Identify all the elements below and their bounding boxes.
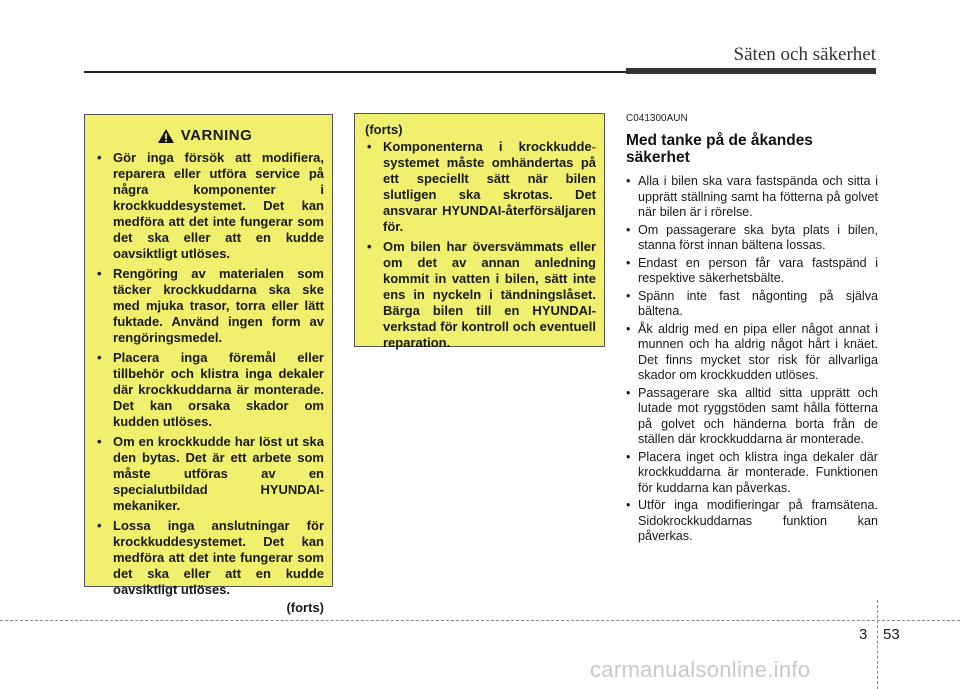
- safety-section: [626, 113, 878, 547]
- chapter-number: 3: [859, 626, 868, 643]
- warning-item: • Placera inga föremål eller tillbehör och klistra inga dekaler där krockkuddarna är monterade. Det kan orsaka skador om kudden utlöses.: [85, 350, 324, 430]
- list-item: • Spänn inte fast någonting på själva bältena.: [626, 289, 878, 320]
- warning-box-continued: [354, 113, 605, 350]
- continued-label: (forts): [286, 600, 324, 615]
- list-item: • Passagerare ska alltid sitta upprätt och lutade mot ryggstöden samt hålla fötterna på golvet och händerna borta från de ställen där krockkuddarna är monterade.: [626, 386, 878, 448]
- warning-triangle-icon: [157, 128, 175, 144]
- continued-label: (forts): [365, 122, 403, 137]
- section-title: Med tanke på de åkandes säkerhet: [626, 132, 813, 166]
- warning-heading: [85, 127, 324, 144]
- warning-item: • Om en krockkudde har löst ut ska den bytas. Det är ett arbete som måste utföras av en specialutbildad HYUNDAI-mekaniker.: [85, 434, 324, 514]
- warning-item-text: systemet måste omhändertas på ett speciellt sätt när bilen slutligen ska skrotas. Det ansvarar HYUNDAI-återförsäljaren för.: [383, 155, 596, 234]
- warning-box-airbag: [84, 114, 333, 615]
- safety-list: [626, 174, 878, 545]
- list-item: • Endast en person får vara fastspänd i respektive säkerhetsbälte.: [626, 256, 878, 287]
- page-number: 53: [883, 626, 900, 643]
- warning-list: [85, 150, 324, 598]
- hyphen-mark: -: [591, 139, 596, 154]
- warning-list: [355, 139, 596, 351]
- warning-heading-label: VARNING: [180, 127, 253, 144]
- warning-item: [355, 139, 596, 235]
- warning-item: • Om bilen har översvämmats eller om det av annan anledning kommit in vatten i bilen, sätt inte ens in nyckeln i tändningslåset. Bärga bilen till en HYUNDAI-verkstad för kontroll och eventuell reparation.: [355, 239, 596, 351]
- list-item: • Placera inget och klistra inga dekaler där krockkuddarna är monterade. Funktionen för kuddarna kan påverkas.: [626, 450, 878, 497]
- warning-item: • Rengöring av materialen som täcker krockkuddarna ska ske med mjuka trasor, torra eller lätt fuktade. Använd ingen form av rengöringsmedel.: [85, 266, 324, 346]
- list-item: • Om passagerare ska byta plats i bilen, stanna först innan bältena lossas.: [626, 223, 878, 254]
- header-rule-accent: [626, 68, 876, 74]
- watermark: carmanualsonline.info: [590, 657, 811, 682]
- list-item: • Utför inga modifieringar på framsätena. Sidokrockkuddarnas funktion kan påverkas.: [626, 498, 878, 545]
- warning-item: • Lossa inga anslutningar för krockkuddesystemet. Det kan medföra att det inte fungerar som det ska eller att en kudde oavsiktligt utlöses.: [85, 518, 324, 598]
- list-item: • Åk aldrig med en pipa eller något annat i munnen och ha aldrig något hårt i knäet. Det finns mycket stor risk för allvarliga skador om krockkudden utlöses.: [626, 322, 878, 384]
- warning-item-text: Komponenterna i krockkudde: [383, 139, 592, 154]
- list-item: • Alla i bilen ska vara fastspända och sitta i upprätt ställning samt ha fötterna på golvet när bilen är i rörelse.: [626, 174, 878, 221]
- footer-rule: [0, 620, 960, 621]
- page-header-title: Säten och säkerhet: [733, 44, 876, 65]
- warning-item: • Gör inga försök att modifiera, reparera eller utföra service på några komponenter i krockkuddesystemet. Det kan medföra att det inte fungerar som det ska eller att en kudde oavsiktligt utlöses.: [85, 150, 324, 262]
- footer-divider: [877, 600, 878, 689]
- section-code: C041300AUN: [626, 113, 688, 124]
